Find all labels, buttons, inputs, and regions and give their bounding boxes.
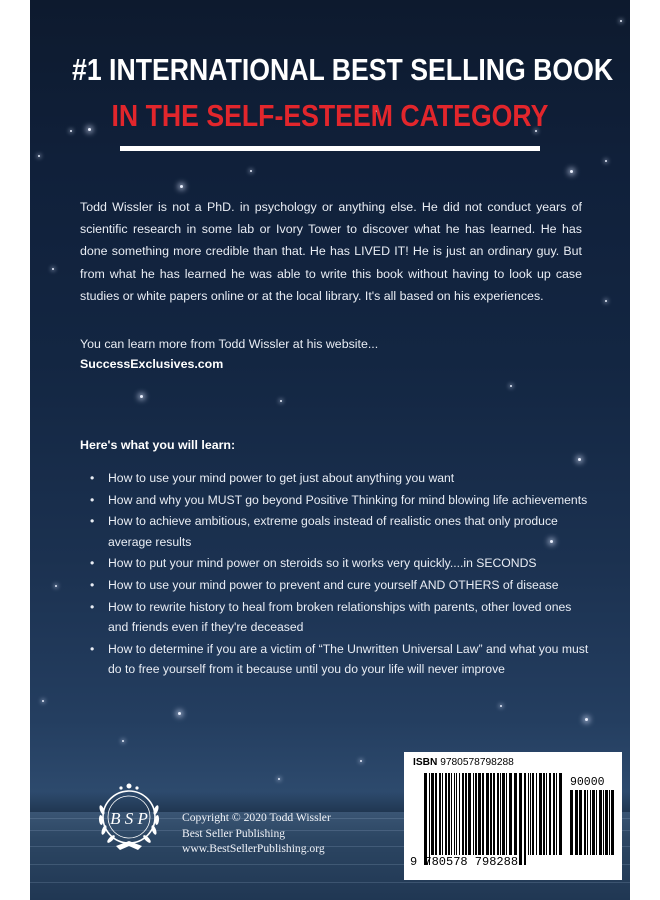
barcode-bar (546, 773, 547, 855)
star (605, 160, 607, 162)
barcode-bar (575, 790, 578, 855)
star (55, 585, 57, 587)
isbn-prefix: ISBN (413, 757, 438, 768)
barcode-bar (475, 773, 477, 855)
barcode-bar (528, 773, 529, 855)
barcode-bar (570, 790, 573, 855)
barcode-bar (478, 773, 481, 855)
learn-more-text: You can learn more from Todd Wissler at his website... (80, 337, 379, 351)
barcode-bar (424, 773, 427, 865)
barcode-bar (603, 790, 604, 855)
isbn-barcode-panel (404, 752, 622, 880)
addon-barcode-bars (570, 790, 616, 865)
learn-list-item: • How to achieve ambitious, extreme goals instead of realistic ones that only produce average results (80, 511, 590, 552)
barcode-bar (584, 790, 586, 855)
star (38, 155, 40, 157)
star (585, 718, 588, 721)
barcode-bar (456, 773, 457, 855)
barcode-bar (435, 773, 437, 855)
barcode-bar (553, 773, 555, 855)
barcode-bar (490, 773, 492, 855)
learn-list-item: • How to rewrite history to heal from broken relationships with parents, other loved ones and friends even if they're deceased (80, 597, 590, 638)
barcode-bar (587, 790, 588, 855)
isbn-number: 9780578798288 (440, 757, 514, 768)
barcode-bar (493, 773, 495, 855)
barcode-bar (549, 773, 551, 855)
author-intro-paragraph: Todd Wissler is not a PhD. in psychology or anything else. He did not conduct years of scientific research in some lab or Ivory Tower to discover what he has learned. He has done something more credible than that. He has LIVED IT! He is just an ordinary guy. But from what he has learned he was able to write this book without having to look up case studies or white papers online or at the local library. It's all based on his experiences. (80, 200, 582, 303)
barcode-bar (442, 773, 443, 855)
price-code: 90000 (570, 776, 605, 789)
copyright-line: Copyright © 2020 Todd Wissler (182, 811, 331, 824)
ean-barcode-bars (424, 773, 564, 865)
headline-bestseller: #1 INTERNATIONAL BEST SELLING BOOK (72, 52, 614, 87)
star (180, 185, 183, 188)
learn-list-item: • How to determine if you are a victim of “The Unwritten Universal Law” and what you must do to free yourself from it because until you do your life will never improve (80, 639, 590, 680)
barcode-bar (611, 790, 614, 855)
barcode-bar (509, 773, 512, 855)
star (510, 385, 512, 387)
star (605, 300, 607, 302)
barcode-bar (556, 773, 557, 855)
star (250, 170, 252, 172)
barcode-bar (451, 773, 452, 855)
barcode-bar (448, 773, 450, 855)
publisher-seal-logo (92, 780, 166, 854)
barcode-bar (514, 773, 517, 855)
barcode-bar (500, 773, 501, 855)
star (578, 458, 581, 461)
star (278, 778, 280, 780)
barcode-bar (482, 773, 484, 855)
barcode-bar (592, 790, 595, 855)
star (360, 760, 362, 762)
star (620, 20, 622, 22)
barcode-bar (559, 773, 562, 855)
barcode-bar (497, 773, 499, 855)
barcode-bar (609, 790, 610, 855)
star (52, 268, 54, 270)
seal-monogram: B S P (110, 809, 148, 828)
star (280, 400, 282, 402)
star (42, 700, 44, 702)
back-cover (30, 0, 630, 900)
barcode-bar (473, 773, 474, 855)
barcode-bar (530, 773, 531, 855)
author-website-link[interactable]: SuccessExclusives.com (80, 357, 224, 371)
barcode-bar (459, 773, 460, 855)
barcode-bar (506, 773, 507, 855)
isbn-label (413, 757, 514, 768)
barcode-bar (532, 773, 534, 855)
star (570, 170, 573, 173)
publisher-info (182, 810, 331, 857)
star (122, 740, 124, 742)
headline-category: IN THE SELF-ESTEEM CATEGORY (111, 98, 549, 133)
barcode-bar (486, 773, 489, 855)
learn-list-item: • How to use your mind power to get just about anything you want (80, 468, 590, 489)
learn-list-item: • How to use your mind power to prevent and cure yourself AND OTHERS of disease (80, 575, 590, 596)
learn-list-item: • How to put your mind power on steroids so it works very quickly....in SECONDS (80, 553, 590, 574)
barcode-bar (429, 773, 430, 865)
barcode-bar (439, 773, 441, 855)
barcode-bar (543, 773, 545, 855)
barcode-bar (599, 790, 602, 855)
barcode-bar (536, 773, 537, 855)
barcode-bar (596, 790, 597, 855)
barcode-bar (539, 773, 542, 855)
barcode-bar (519, 773, 522, 865)
publisher-name: Best Seller Publishing (182, 826, 286, 840)
barcode-bar (468, 773, 471, 855)
barcode-bar (431, 773, 434, 855)
barcode-bar (579, 790, 582, 855)
barcode-bar (454, 773, 455, 855)
publisher-website[interactable]: www.BestSellerPublishing.org (182, 842, 325, 855)
headline-divider (120, 146, 540, 151)
barcode-bar (605, 790, 608, 855)
star (500, 705, 502, 707)
barcode-bar (445, 773, 447, 855)
barcode-bar (590, 790, 591, 855)
star (178, 712, 181, 715)
learn-list (80, 468, 590, 681)
barcode-bar (462, 773, 464, 855)
barcode-bar (502, 773, 505, 855)
learn-list-item: • How and why you MUST go beyond Positive Thinking for mind blowing life achievements (80, 490, 590, 511)
barcode-bar (524, 773, 526, 865)
ean-digits: 9 780578 798288 (410, 855, 519, 869)
star (140, 395, 143, 398)
learn-heading: Here's what you will learn: (80, 438, 236, 452)
barcode-bar (465, 773, 467, 855)
